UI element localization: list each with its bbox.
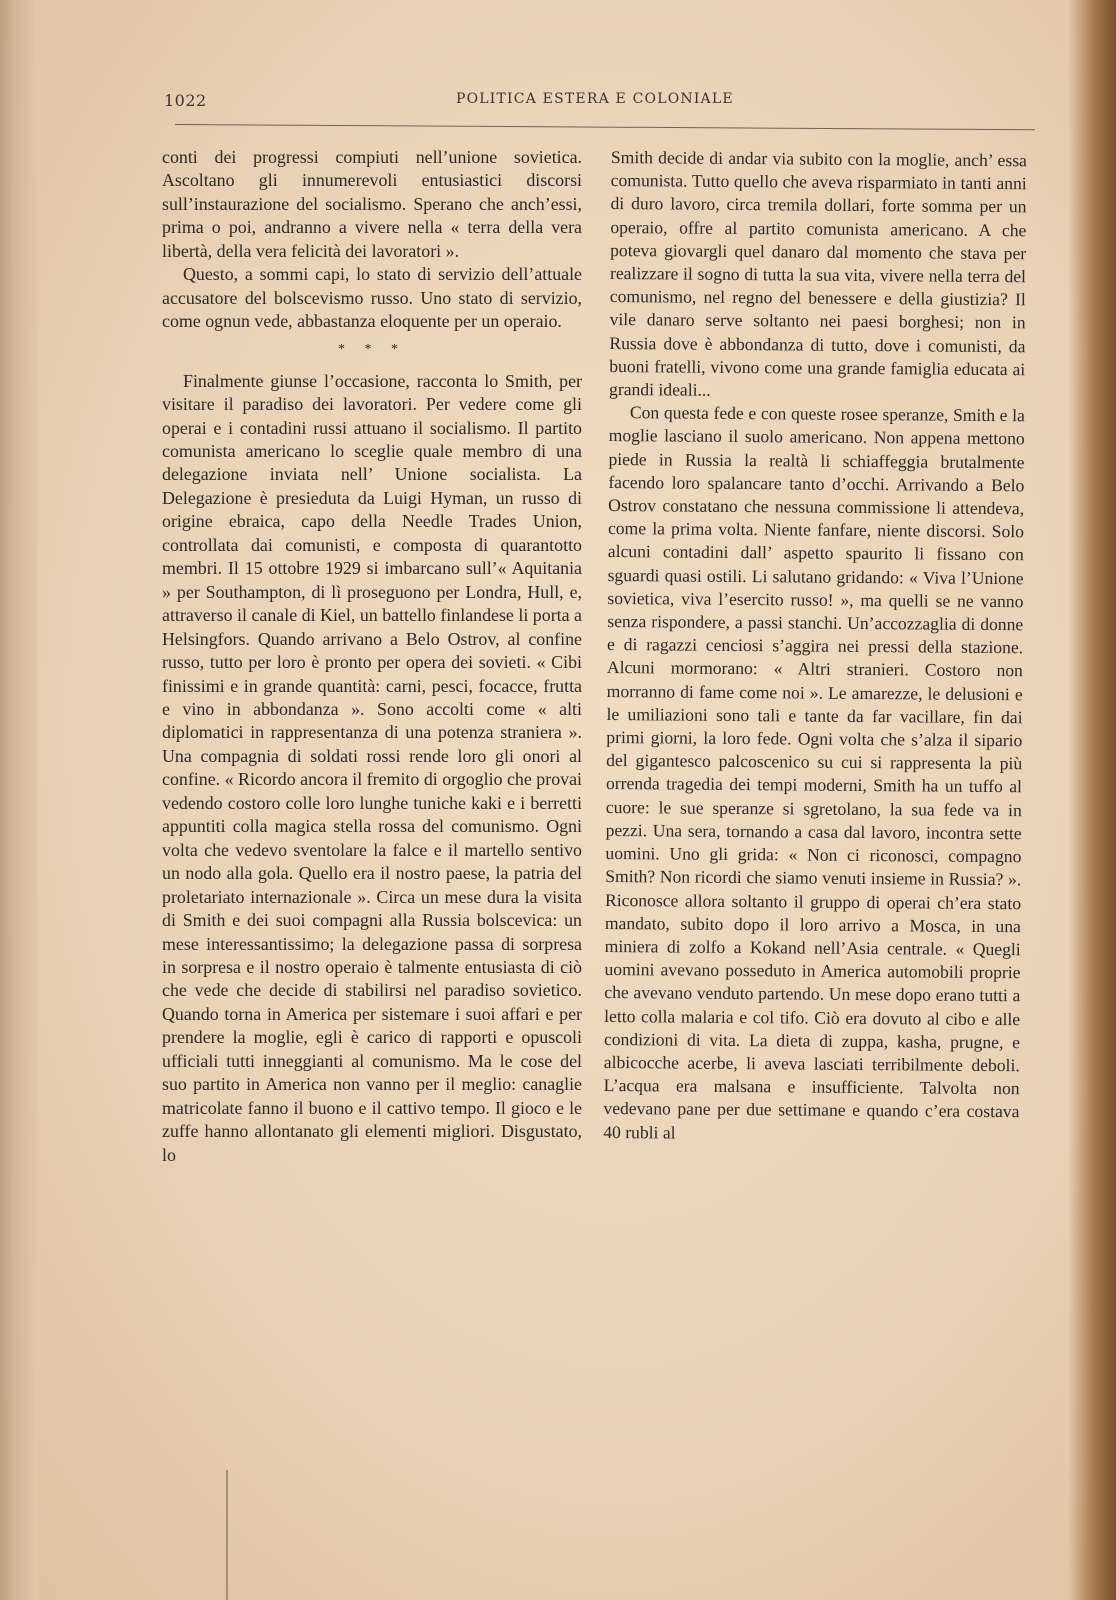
- gutter-mark: [226, 1470, 228, 1600]
- paragraph: Smith decide di andar via subito con la moglie, anch’ essa comunista. Tutto quello che aveva risparmiato in tanti anni di duro lavoro, circa tremila dollari, forte somma per un operaio, offre al partito comunista americano. A che poteva giovargli quel danaro dal momento che stava per realizzare il sogno di tutta la sua vita, vivere nella terra del comunismo, nel regno del benessere e della giustizia? Il vile danaro serve soltanto nei paesi borghesi; non in Russia dove è abbondanza di tutto, dove i comunisti, da buoni fratelli, vivono come una grande famiglia educata ai grandi ideali...: [609, 146, 1027, 400]
- section-separator: * * *: [338, 341, 406, 357]
- left-column: [162, 146, 582, 1167]
- running-head: POLITICA ESTERA E COLONIALE: [456, 91, 734, 107]
- page-binding-shadow: [0, 0, 38, 1600]
- page-number: 1022: [164, 91, 207, 110]
- paragraph: conti dei progressi compiuti nell’unione sovietica. Ascoltano gli innumerevoli entusiastici discorsi sull’instaurazione del socialismo. Sperano che anch’essi, prima o poi, andranno a vivere nella « terra della vera libertà, della vera felicità dei lavoratori ».: [162, 147, 582, 261]
- paragraph: Finalmente giunse l’occasione, racconta lo Smith, per visitare il paradiso dei lavoratori. Per vedere come gli operai e i contadini russi attuano il socialismo. Il partito comunista americano lo sceglie quale membro di una delegazione inviata nell’ Unione socialista. La Delegazione è presieduta da Luigi Hyman, un russo di origine ebraica, capo della Needle Trades Union, controllata dai comunisti, e composta di quarantotto membri. Il 15 ottobre 1929 si imbarcano sull’« Aquitania » per Southampton, di lì proseguono per Londra, Hull, e, attraverso il canale di Kiel, un battello finlandese li porta a Helsingfors. Quando arrivano a Belo Ostrov, al confine russo, tutto per loro è pronto per opera dei sovieti. « Cibi finissimi e in grande quantità: carni, pesci, focacce, frutta e vino in abbondanza ». Sono accolti come « alti diplomatici in rappresentanza di una potenza straniera ». Una compagnia di soldati rossi rende loro gli onori al confine. « Ricordo ancora il fremito di orgoglio che provai vedendo costoro colle loro lunghe tuniche kaki e i berretti appuntiti colla magica stella rossa del comunismo. Ogni volta che vedevo sventolare la falce e il martello sentivo un nodo alla gola. Quello era il nostro paese, la patria del proletariato internazionale ». Circa un mese dura la visita di Smith e dei suoi compagni alla Russia bolscevica: un mese interessantissimo; la delegazione passa di sorpresa in sorpresa e il nostro operaio è talmente entusiasta di ciò che vede che decide di stabilirsi nel paradiso sovietico. Quando torna in America per sistemare i suoi affari e per prendere la moglie, egli è carico di rapporti e opuscoli ufficiali tutti inneggianti al comunismo. Ma le cose del suo partito in America non vanno per il meglio: canaglie matricolate fanno il buono e il cattivo tempo. Il gioco e le zuffe hanno allontanato gli elementi migliori. Disgustato, lo: [162, 370, 582, 1165]
- header-rule: [175, 124, 1035, 130]
- page-edge-shadow: [1068, 0, 1116, 1600]
- paragraph: Con questa fede e con queste rosee speranze, Smith e la moglie lasciano il suolo americano. Non appena mettono piede in Russia la realtà li schiaffeggia brutalmente facendo loro spalancare tanto d’occhi. Arrivando a Belo Ostrov constatano che nessuna commissione li attendeva, come la prima volta. Niente fanfare, niente discorsi. Solo alcuni contadini dall’ aspetto spaurito li fissano con sguardi quasi ostili. Li salutano gridando: « Viva l’Unione sovietica, viva l’esercito russo! », ma quelli se ne vanno senza rispondere, a passi stanchi. Un’accozzaglia di donne e di ragazzi cenciosi s’aggira nei pressi della stazione. Alcuni mormorano: « Altri stranieri. Costoro non morranno di fame come noi ». Le amarezze, le delusioni e le umiliazioni sono tali e tante da far vacillare, fin dai primi giorni, la loro fede. Ogni volta che s’alza il sipario del gigantesco palcoscenico su cui si rappresenta la più orrenda tragedia dei tempi moderni, Smith ha un tuffo al cuore: le sue speranze si sgretolano, la sua fede va in pezzi. Una sera, tornando a casa dal lavoro, incontra sette uomini. Uno gli grida: « Non ci riconosci, compagno Smith? Non ricordi che siamo venuti insieme in Russia? ». Riconosce allora soltanto il gruppo di operai ch’era stato mandato, subito dopo il loro arrivo a Mosca, in una miniera di zolfo a Kokand nell’Asia centrale. « Quegli uomini avevano posseduto in America automobili proprie che avevano venduto partendo. Un mese dopo erano tutti a letto colla malaria e col tifo. Ciò era dovuto al cibo e alle condizioni di vita. La dieta di zuppa, kasha, prugne, e albicocche acerbe, li aveva lasciati terribilmente deboli. L’acqua era malsana e insufficiente. Talvolta non vedevano pane per due settimane e quando c’era costava 40 rubli al: [603, 402, 1025, 1143]
- paragraph: Questo, a sommi capi, lo stato di servizio dell’attuale accusatore del bolscevismo russo. Uno stato di servizio, come ognun vede, abbastanza eloquente per un operaio.: [162, 264, 582, 332]
- page-header: [164, 88, 1024, 112]
- right-column: [603, 146, 1027, 1147]
